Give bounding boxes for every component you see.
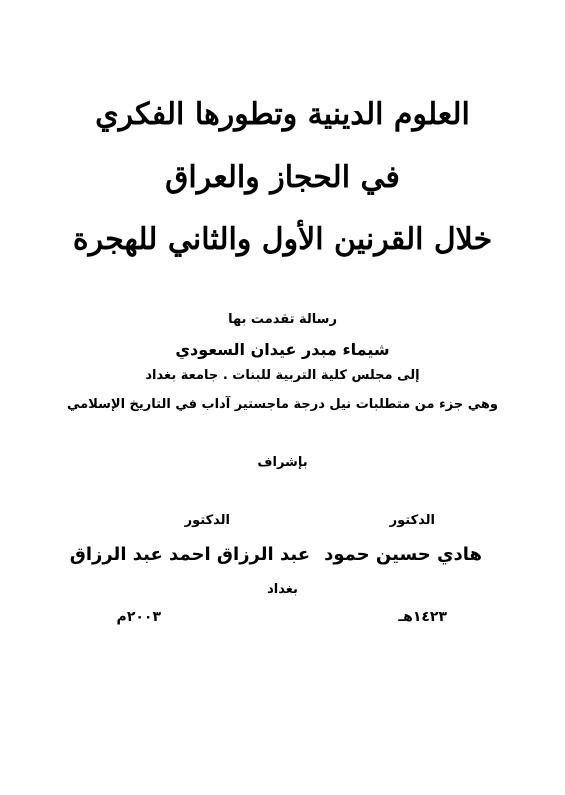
supervisor-2-title: الدكتور (184, 513, 230, 528)
title-line-1: العلوم الدينية وتطورها الفكري (95, 97, 470, 132)
title-line-3: خلال القرنين الأول والثاني للهجرة (72, 222, 493, 257)
author-name: شيماء مبدر عيدان السعودي (175, 340, 390, 359)
supervisor-1-name: هادي حسين حمود (324, 544, 482, 565)
supervisor-1-title: الدكتور (389, 513, 435, 528)
college-line: إلى مجلس كلية التربية للبنات . جامعة بغداد (145, 368, 420, 383)
city: بغداد (267, 582, 298, 597)
supervision-label: بإشراف (257, 455, 308, 470)
degree-line: وهي جزء من متطلبات نيل درجة ماجستير آداب في التاريخ الإسلامي (67, 397, 498, 412)
title-line-2: في الحجاز والعراق (165, 160, 400, 195)
submission-intro: رسالة تقدمت بها (228, 312, 337, 327)
date-gregorian: ٢٠٠٣م (116, 609, 161, 625)
date-hijri: ١٤٢٣هـ (398, 609, 447, 625)
supervisor-2-name: عبد الرزاق احمد عبد الرزاق (69, 544, 310, 565)
